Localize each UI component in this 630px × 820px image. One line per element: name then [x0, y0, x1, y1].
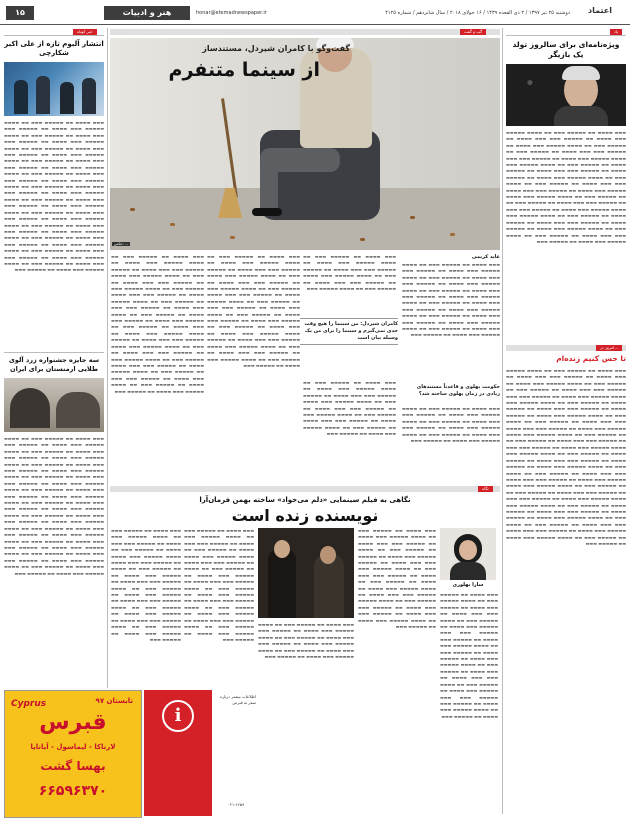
left-top-story-title: انتشار آلبوم تازه از علی اکبر شکارچی	[4, 40, 104, 57]
right-sub-title: تا حس کنیم زنده‌ام	[556, 354, 626, 363]
ad-phone: ۶۶۵۹۶۳۷۰	[38, 783, 108, 799]
dateline: دوشنبه ۲۵ تیر ۱۳۹۷ / ۲ ذی القعده ۱۴۳۹ / ۱۶ جولای ۲۰۱۸ / سال شانزدهم / شماره ۴۱۲۵	[385, 10, 570, 16]
pull-quote-2: حکومت پهلوی و قاعدتاً مستندهای زیادی در زمان پهلوی ساخته شد؟	[416, 384, 500, 397]
main-body-col-2-bottom: ▬▬▬ ▬▬▬▬ ▬▬ ▬▬▬▬▬ ▬▬▬ ▬▬ ▬▬▬▬ ▬▬▬▬▬ ▬▬▬ ▬▬▬▬ ▬▬ ▬▬▬▬▬ ▬▬▬ ▬▬▬ ▬▬▬▬ ▬▬ ▬▬▬▬▬ ▬▬▬ ▬▬ ▬▬▬▬ ▬▬▬▬▬ ▬▬▬ ▬▬▬▬ ▬▬ ▬▬▬▬▬ ▬▬▬ ▬▬▬ ▬▬▬▬ ▬▬ ▬▬▬▬▬ ▬▬▬ ▬▬ ▬▬▬▬ ▬▬▬▬▬ ▬▬▬ ▬▬▬▬ ▬▬ ▬▬▬▬▬ ▬▬▬ ▬▬▬ ▬▬▬▬ ▬▬ ▬▬▬▬▬ ▬▬▬ ▬▬ ▬▬▬▬ ▬▬▬▬▬ ▬▬▬ ▬▬▬▬ ▬▬ ▬▬▬▬▬ ▬▬▬	[303, 380, 396, 437]
cinema-body-col-2: ▬▬▬ ▬▬▬▬ ▬▬ ▬▬▬▬▬ ▬▬▬ ▬▬ ▬▬▬▬ ▬▬▬▬▬ ▬▬▬ ▬▬▬▬ ▬▬ ▬▬▬▬▬ ▬▬▬ ▬▬▬ ▬▬▬▬ ▬▬ ▬▬▬▬▬ ▬▬▬ ▬▬ ▬▬▬▬ ▬▬▬▬▬ ▬▬▬ ▬▬▬▬ ▬▬ ▬▬▬▬▬ ▬▬▬ ▬▬▬ ▬▬▬▬ ▬▬ ▬▬▬▬▬ ▬▬▬ ▬▬ ▬▬▬▬ ▬▬▬▬▬ ▬▬▬ ▬▬▬▬ ▬▬ ▬▬▬▬▬ ▬▬▬	[258, 622, 354, 660]
cinema-body-col-1: ▬▬▬ ▬▬▬▬ ▬▬ ▬▬▬▬▬ ▬▬▬ ▬▬ ▬▬▬▬ ▬▬▬▬▬ ▬▬▬ ▬▬▬▬ ▬▬ ▬▬▬▬▬ ▬▬▬ ▬▬▬ ▬▬▬▬ ▬▬ ▬▬▬▬▬ ▬▬▬ ▬▬ ▬▬▬▬ ▬▬▬▬▬ ▬▬▬ ▬▬▬▬ ▬▬ ▬▬▬▬▬ ▬▬▬ ▬▬▬ ▬▬▬▬ ▬▬ ▬▬▬▬▬ ▬▬▬ ▬▬ ▬▬▬▬ ▬▬▬▬▬ ▬▬▬ ▬▬▬▬ ▬▬ ▬▬▬▬▬ ▬▬▬ ▬▬▬ ▬▬▬▬ ▬▬ ▬▬▬▬▬ ▬▬▬ ▬▬ ▬▬▬▬ ▬▬▬▬▬ ▬▬▬ ▬▬▬▬ ▬▬ ▬▬▬▬▬ ▬▬▬ ▬▬▬ ▬▬▬▬ ▬▬ ▬▬▬▬▬ ▬▬▬ ▬▬ ▬▬▬▬ ▬▬▬▬▬ ▬▬▬ ▬▬▬▬ ▬▬ ▬▬▬▬▬ ▬▬▬ ▬▬▬ ▬▬▬▬ ▬▬ ▬▬▬▬▬ ▬▬▬ ▬▬ ▬▬▬▬ ▬▬▬▬▬ ▬▬▬ ▬▬▬▬ ▬▬ ▬▬▬▬▬ ▬▬▬	[358, 528, 436, 630]
ad-cities: لارناکا - لیماسول - آیانایا	[30, 743, 116, 751]
cinema-body-col-3: ▬▬▬ ▬▬▬▬ ▬▬ ▬▬▬▬▬ ▬▬▬ ▬▬ ▬▬▬▬ ▬▬▬▬▬ ▬▬▬ ▬▬▬▬ ▬▬ ▬▬▬▬▬ ▬▬▬ ▬▬▬ ▬▬▬▬ ▬▬ ▬▬▬▬▬ ▬▬▬ ▬▬ ▬▬▬▬ ▬▬▬▬▬ ▬▬▬ ▬▬▬▬ ▬▬ ▬▬▬▬▬ ▬▬▬ ▬▬▬ ▬▬▬▬ ▬▬ ▬▬▬▬▬ ▬▬▬ ▬▬ ▬▬▬▬ ▬▬▬▬▬ ▬▬▬ ▬▬▬▬ ▬▬ ▬▬▬▬▬ ▬▬▬ ▬▬▬ ▬▬▬▬ ▬▬ ▬▬▬▬▬ ▬▬▬ ▬▬ ▬▬▬▬ ▬▬▬▬▬ ▬▬▬ ▬▬▬▬ ▬▬ ▬▬▬▬▬ ▬▬▬ ▬▬▬ ▬▬▬▬ ▬▬ ▬▬▬▬▬ ▬▬▬ ▬▬ ▬▬▬▬ ▬▬▬▬▬ ▬▬▬ ▬▬▬▬ ▬▬ ▬▬▬▬▬ ▬▬▬ ▬▬▬ ▬▬▬▬ ▬▬ ▬▬▬▬▬ ▬▬▬ ▬▬ ▬▬▬▬ ▬▬▬▬▬ ▬▬▬ ▬▬▬▬ ▬▬ ▬▬▬▬▬ ▬▬▬	[184, 528, 254, 642]
cinema-kicker: نگاهی به فیلم سینمایی «دلم می‌خواد» ساخته بهمن فرمان‌آرا	[199, 496, 411, 504]
newspaper-logo: اعتماد	[588, 6, 612, 15]
right-sub-body: ▬▬▬ ▬▬▬▬ ▬▬ ▬▬▬▬▬ ▬▬▬ ▬▬ ▬▬▬▬ ▬▬▬▬▬ ▬▬▬ ▬▬▬▬ ▬▬ ▬▬▬▬▬ ▬▬▬ ▬▬▬ ▬▬▬▬ ▬▬ ▬▬▬▬▬ ▬▬▬ ▬▬ ▬▬▬▬ ▬▬▬▬▬ ▬▬▬ ▬▬▬▬ ▬▬ ▬▬▬▬▬ ▬▬▬ ▬▬▬ ▬▬▬▬ ▬▬ ▬▬▬▬▬ ▬▬▬ ▬▬ ▬▬▬▬ ▬▬▬▬▬ ▬▬▬ ▬▬▬▬ ▬▬ ▬▬▬▬▬ ▬▬▬ ▬▬▬ ▬▬▬▬ ▬▬ ▬▬▬▬▬ ▬▬▬ ▬▬ ▬▬▬▬ ▬▬▬▬▬ ▬▬▬ ▬▬▬▬ ▬▬ ▬▬▬▬▬ ▬▬▬ ▬▬▬ ▬▬▬▬ ▬▬ ▬▬▬▬▬ ▬▬▬ ▬▬ ▬▬▬▬ ▬▬▬▬▬ ▬▬▬ ▬▬▬▬ ▬▬ ▬▬▬▬▬ ▬▬▬ ▬▬▬ ▬▬▬▬ ▬▬ ▬▬▬▬▬ ▬▬▬ ▬▬ ▬▬▬▬ ▬▬▬▬▬ ▬▬▬ ▬▬▬▬ ▬▬ ▬▬▬▬▬ ▬▬▬ ▬▬▬ ▬▬▬▬ ▬▬ ▬▬▬▬▬ ▬▬▬ ▬▬ ▬▬▬▬ ▬▬▬▬▬ ▬▬▬ ▬▬▬▬ ▬▬ ▬▬▬▬▬ ▬▬▬ ▬▬▬ ▬▬▬▬ ▬▬ ▬▬▬▬▬ ▬▬▬ ▬▬ ▬▬▬▬ ▬▬▬▬▬ ▬▬▬ ▬▬▬▬ ▬▬ ▬▬▬▬▬ ▬▬▬ ▬▬▬ ▬▬▬▬ ▬▬ ▬▬▬▬▬ ▬▬▬ ▬▬ ▬▬▬▬ ▬▬▬▬▬ ▬▬▬ ▬▬▬▬ ▬▬ ▬▬▬▬▬ ▬▬▬ ▬▬▬ ▬▬▬▬ ▬▬ ▬▬▬▬▬ ▬▬▬ ▬▬ ▬▬▬▬ ▬▬▬▬▬ ▬▬▬ ▬▬▬▬ ▬▬ ▬▬▬▬▬ ▬▬▬ ▬▬▬ ▬▬▬▬ ▬▬ ▬▬▬▬▬ ▬▬▬ ▬▬ ▬▬▬▬ ▬▬▬▬▬ ▬▬▬ ▬▬▬▬ ▬▬ ▬▬▬▬▬ ▬▬▬ ▬▬▬ ▬▬▬▬ ▬▬ ▬▬▬▬▬ ▬▬▬ ▬▬ ▬▬▬▬ ▬▬▬▬▬ ▬▬▬ ▬▬▬▬ ▬▬ ▬▬▬▬▬ ▬▬▬ ▬▬▬ ▬▬▬▬ ▬▬ ▬▬▬▬▬ ▬▬▬ ▬▬ ▬▬▬▬ ▬▬▬▬▬ ▬▬▬ ▬▬▬▬ ▬▬ ▬▬▬▬▬ ▬▬▬ ▬▬▬ ▬▬▬▬ ▬▬ ▬▬▬▬▬ ▬▬▬ ▬▬ ▬▬▬▬ ▬▬▬▬▬ ▬▬▬ ▬▬▬▬ ▬▬ ▬▬▬▬▬ ▬▬▬ ▬▬▬ ▬▬▬▬ ▬▬ ▬▬▬▬▬ ▬▬▬ ▬▬ ▬▬▬▬ ▬▬▬▬▬ ▬▬▬ ▬▬▬▬ ▬▬ ▬▬▬▬▬ ▬▬▬ ▬▬▬ ▬▬▬▬ ▬▬ ▬▬▬▬▬ ▬▬▬ ▬▬ ▬▬▬▬ ▬▬▬▬▬ ▬▬▬ ▬▬▬▬ ▬▬ ▬▬▬▬▬ ▬▬▬ ▬▬▬ ▬▬▬▬ ▬▬ ▬▬▬▬▬ ▬▬▬ ▬▬ ▬▬▬▬ ▬▬▬▬▬ ▬▬▬ ▬▬▬▬ ▬▬ ▬▬▬▬▬ ▬▬▬	[506, 368, 626, 546]
cinema-still-photo	[258, 528, 354, 618]
main-feature-tab: گپ و گفت	[460, 29, 486, 35]
right-sub-tab: امروز در...	[596, 345, 622, 351]
left-top-story-body: ▬▬▬ ▬▬▬▬ ▬▬ ▬▬▬▬▬ ▬▬▬ ▬▬ ▬▬▬▬ ▬▬▬▬▬ ▬▬▬ ▬▬▬▬ ▬▬ ▬▬▬▬▬ ▬▬▬ ▬▬▬ ▬▬▬▬ ▬▬ ▬▬▬▬▬ ▬▬▬ ▬▬ ▬▬▬▬ ▬▬▬▬▬ ▬▬▬ ▬▬▬▬ ▬▬ ▬▬▬▬▬ ▬▬▬ ▬▬▬ ▬▬▬▬ ▬▬ ▬▬▬▬▬ ▬▬▬ ▬▬ ▬▬▬▬ ▬▬▬▬▬ ▬▬▬ ▬▬▬▬ ▬▬ ▬▬▬▬▬ ▬▬▬ ▬▬▬ ▬▬▬▬ ▬▬ ▬▬▬▬▬ ▬▬▬ ▬▬ ▬▬▬▬ ▬▬▬▬▬ ▬▬▬ ▬▬▬▬ ▬▬ ▬▬▬▬▬ ▬▬▬ ▬▬▬ ▬▬▬▬ ▬▬ ▬▬▬▬▬ ▬▬▬ ▬▬ ▬▬▬▬ ▬▬▬▬▬ ▬▬▬ ▬▬▬▬ ▬▬ ▬▬▬▬▬ ▬▬▬ ▬▬▬ ▬▬▬▬ ▬▬ ▬▬▬▬▬ ▬▬▬ ▬▬ ▬▬▬▬ ▬▬▬▬▬ ▬▬▬ ▬▬▬▬ ▬▬ ▬▬▬▬▬ ▬▬▬ ▬▬▬ ▬▬▬▬ ▬▬ ▬▬▬▬▬ ▬▬▬ ▬▬ ▬▬▬▬ ▬▬▬▬▬ ▬▬▬ ▬▬▬▬ ▬▬ ▬▬▬▬▬ ▬▬▬ ▬▬▬ ▬▬▬▬ ▬▬ ▬▬▬▬▬ ▬▬▬ ▬▬ ▬▬▬▬ ▬▬▬▬▬ ▬▬▬ ▬▬▬▬ ▬▬ ▬▬▬▬▬ ▬▬▬ ▬▬▬ ▬▬▬▬ ▬▬ ▬▬▬▬▬ ▬▬▬ ▬▬ ▬▬▬▬ ▬▬▬▬▬ ▬▬▬ ▬▬▬▬ ▬▬ ▬▬▬▬▬ ▬▬▬ ▬▬▬ ▬▬▬▬ ▬▬ ▬▬▬▬▬ ▬▬▬ ▬▬ ▬▬▬▬ ▬▬▬▬▬ ▬▬▬ ▬▬▬▬ ▬▬ ▬▬▬▬▬ ▬▬▬ ▬▬▬ ▬▬▬▬ ▬▬ ▬▬▬▬▬ ▬▬▬ ▬▬ ▬▬▬▬ ▬▬▬▬▬ ▬▬▬ ▬▬▬▬ ▬▬ ▬▬▬▬▬ ▬▬▬ ▬▬▬ ▬▬▬▬ ▬▬ ▬▬▬▬▬ ▬▬▬ ▬▬ ▬▬▬▬ ▬▬▬▬▬ ▬▬▬ ▬▬▬▬ ▬▬ ▬▬▬▬▬ ▬▬▬	[4, 120, 104, 273]
pull-quote-1: کامران شیردل: من سینما را هیچ وقت جدی نمی‌گیرم و سینما را برای من یک وسیله بیان است	[300, 318, 398, 345]
cyprus-ad[interactable]	[4, 690, 142, 818]
cinema-body-col-4: ▬▬▬ ▬▬▬▬ ▬▬ ▬▬▬▬▬ ▬▬▬ ▬▬ ▬▬▬▬ ▬▬▬▬▬ ▬▬▬ ▬▬▬▬ ▬▬ ▬▬▬▬▬ ▬▬▬ ▬▬▬ ▬▬▬▬ ▬▬ ▬▬▬▬▬ ▬▬▬ ▬▬ ▬▬▬▬ ▬▬▬▬▬ ▬▬▬ ▬▬▬▬ ▬▬ ▬▬▬▬▬ ▬▬▬ ▬▬▬ ▬▬▬▬ ▬▬ ▬▬▬▬▬ ▬▬▬ ▬▬ ▬▬▬▬ ▬▬▬▬▬ ▬▬▬ ▬▬▬▬ ▬▬ ▬▬▬▬▬ ▬▬▬ ▬▬▬ ▬▬▬▬ ▬▬ ▬▬▬▬▬ ▬▬▬ ▬▬ ▬▬▬▬ ▬▬▬▬▬ ▬▬▬ ▬▬▬▬ ▬▬ ▬▬▬▬▬ ▬▬▬ ▬▬▬ ▬▬▬▬ ▬▬ ▬▬▬▬▬ ▬▬▬ ▬▬ ▬▬▬▬ ▬▬▬▬▬ ▬▬▬ ▬▬▬▬ ▬▬ ▬▬▬▬▬ ▬▬▬ ▬▬▬ ▬▬▬▬ ▬▬ ▬▬▬▬▬ ▬▬▬ ▬▬ ▬▬▬▬ ▬▬▬▬▬ ▬▬▬ ▬▬▬▬ ▬▬ ▬▬▬▬▬ ▬▬▬	[111, 528, 181, 642]
photo-credit: عکس: ...	[114, 242, 129, 246]
cinema-author: سارا بهلوری	[452, 582, 484, 588]
main-kicker: گفت‌وگو با کامران شیردل، مستند‌ساز	[202, 44, 350, 53]
main-body-col-1-bottom: ▬▬▬ ▬▬▬▬ ▬▬ ▬▬▬▬▬ ▬▬▬ ▬▬ ▬▬▬▬ ▬▬▬▬▬ ▬▬▬ ▬▬▬▬ ▬▬ ▬▬▬▬▬ ▬▬▬ ▬▬▬ ▬▬▬▬ ▬▬ ▬▬▬▬▬ ▬▬▬ ▬▬ ▬▬▬▬ ▬▬▬▬▬ ▬▬▬ ▬▬▬▬ ▬▬ ▬▬▬▬▬ ▬▬▬ ▬▬▬ ▬▬▬▬ ▬▬ ▬▬▬▬▬ ▬▬▬ ▬▬ ▬▬▬▬ ▬▬▬▬▬ ▬▬▬ ▬▬▬▬ ▬▬ ▬▬▬▬▬ ▬▬▬	[402, 406, 500, 444]
cinema-body-col-0: ▬▬▬ ▬▬▬▬ ▬▬ ▬▬▬▬▬ ▬▬▬ ▬▬ ▬▬▬▬ ▬▬▬▬▬ ▬▬▬ ▬▬▬▬ ▬▬ ▬▬▬▬▬ ▬▬▬ ▬▬▬ ▬▬▬▬ ▬▬ ▬▬▬▬▬ ▬▬▬ ▬▬ ▬▬▬▬ ▬▬▬▬▬ ▬▬▬ ▬▬▬▬ ▬▬ ▬▬▬▬▬ ▬▬▬ ▬▬▬ ▬▬▬▬ ▬▬ ▬▬▬▬▬ ▬▬▬ ▬▬ ▬▬▬▬ ▬▬▬▬▬ ▬▬▬ ▬▬▬▬ ▬▬ ▬▬▬▬▬ ▬▬▬ ▬▬▬ ▬▬▬▬ ▬▬ ▬▬▬▬▬ ▬▬▬ ▬▬ ▬▬▬▬ ▬▬▬▬▬ ▬▬▬ ▬▬▬▬ ▬▬ ▬▬▬▬▬ ▬▬▬ ▬▬▬ ▬▬▬▬ ▬▬ ▬▬▬▬▬ ▬▬▬ ▬▬ ▬▬▬▬ ▬▬▬▬▬ ▬▬▬ ▬▬▬▬ ▬▬ ▬▬▬▬▬ ▬▬▬ ▬▬▬ ▬▬▬▬ ▬▬ ▬▬▬▬▬ ▬▬▬ ▬▬ ▬▬▬▬ ▬▬▬▬▬ ▬▬▬ ▬▬▬▬ ▬▬ ▬▬▬▬▬ ▬▬▬	[440, 592, 498, 719]
info-phone: ۰۲۱-۶۶۵۹	[227, 802, 245, 807]
info-text: اطلاعات بیشتر درباره سفر به قبرس	[220, 694, 256, 705]
section-title: هنر و ادبیات	[104, 6, 190, 20]
main-headline: از سینما متنفرم	[168, 59, 320, 81]
cinema-tab: نگاه	[478, 486, 493, 492]
musicians-photo	[4, 62, 104, 116]
ad-destination: قبرس	[39, 710, 107, 735]
page-header	[0, 0, 630, 25]
obit-body: ▬▬▬ ▬▬▬▬ ▬▬ ▬▬▬▬▬ ▬▬▬ ▬▬ ▬▬▬▬ ▬▬▬▬▬ ▬▬▬ ▬▬▬▬ ▬▬ ▬▬▬▬▬ ▬▬▬ ▬▬▬ ▬▬▬▬ ▬▬ ▬▬▬▬▬ ▬▬▬ ▬▬ ▬▬▬▬ ▬▬▬▬▬ ▬▬▬ ▬▬▬▬ ▬▬ ▬▬▬▬▬ ▬▬▬ ▬▬▬ ▬▬▬▬ ▬▬ ▬▬▬▬▬ ▬▬▬ ▬▬ ▬▬▬▬ ▬▬▬▬▬ ▬▬▬ ▬▬▬▬ ▬▬ ▬▬▬▬▬ ▬▬▬ ▬▬▬ ▬▬▬▬ ▬▬ ▬▬▬▬▬ ▬▬▬ ▬▬ ▬▬▬▬ ▬▬▬▬▬ ▬▬▬ ▬▬▬▬ ▬▬ ▬▬▬▬▬ ▬▬▬ ▬▬▬ ▬▬▬▬ ▬▬ ▬▬▬▬▬ ▬▬▬ ▬▬ ▬▬▬▬ ▬▬▬▬▬ ▬▬▬ ▬▬▬▬ ▬▬ ▬▬▬▬▬ ▬▬▬ ▬▬▬ ▬▬▬▬ ▬▬ ▬▬▬▬▬ ▬▬▬ ▬▬ ▬▬▬▬ ▬▬▬▬▬ ▬▬▬ ▬▬▬▬ ▬▬ ▬▬▬▬▬ ▬▬▬ ▬▬▬ ▬▬▬▬ ▬▬ ▬▬▬▬▬ ▬▬▬ ▬▬ ▬▬▬▬ ▬▬▬▬▬ ▬▬▬ ▬▬▬▬ ▬▬ ▬▬▬▬▬ ▬▬▬ ▬▬▬ ▬▬▬▬ ▬▬ ▬▬▬▬▬ ▬▬▬ ▬▬ ▬▬▬▬ ▬▬▬▬▬ ▬▬▬ ▬▬▬▬ ▬▬ ▬▬▬▬▬ ▬▬▬ ▬▬▬ ▬▬▬▬ ▬▬ ▬▬▬▬▬ ▬▬▬ ▬▬ ▬▬▬▬ ▬▬▬▬▬ ▬▬▬ ▬▬▬▬ ▬▬ ▬▬▬▬▬ ▬▬▬ ▬▬▬ ▬▬▬▬ ▬▬ ▬▬▬▬▬ ▬▬▬ ▬▬ ▬▬▬▬ ▬▬▬▬▬ ▬▬▬ ▬▬▬▬ ▬▬ ▬▬▬▬▬ ▬▬▬ ▬▬▬ ▬▬▬▬ ▬▬ ▬▬▬▬▬ ▬▬▬ ▬▬ ▬▬▬▬ ▬▬▬▬▬ ▬▬▬ ▬▬▬▬ ▬▬ ▬▬▬▬▬ ▬▬▬	[506, 130, 626, 244]
left-bottom-story-body: ▬▬▬ ▬▬▬▬ ▬▬ ▬▬▬▬▬ ▬▬▬ ▬▬ ▬▬▬▬ ▬▬▬▬▬ ▬▬▬ ▬▬▬▬ ▬▬ ▬▬▬▬▬ ▬▬▬ ▬▬▬ ▬▬▬▬ ▬▬ ▬▬▬▬▬ ▬▬▬ ▬▬ ▬▬▬▬ ▬▬▬▬▬ ▬▬▬ ▬▬▬▬ ▬▬ ▬▬▬▬▬ ▬▬▬ ▬▬▬ ▬▬▬▬ ▬▬ ▬▬▬▬▬ ▬▬▬ ▬▬ ▬▬▬▬ ▬▬▬▬▬ ▬▬▬ ▬▬▬▬ ▬▬ ▬▬▬▬▬ ▬▬▬ ▬▬▬ ▬▬▬▬ ▬▬ ▬▬▬▬▬ ▬▬▬ ▬▬ ▬▬▬▬ ▬▬▬▬▬ ▬▬▬ ▬▬▬▬ ▬▬ ▬▬▬▬▬ ▬▬▬ ▬▬▬ ▬▬▬▬ ▬▬ ▬▬▬▬▬ ▬▬▬ ▬▬ ▬▬▬▬ ▬▬▬▬▬ ▬▬▬ ▬▬▬▬ ▬▬ ▬▬▬▬▬ ▬▬▬ ▬▬▬ ▬▬▬▬ ▬▬ ▬▬▬▬▬ ▬▬▬ ▬▬ ▬▬▬▬ ▬▬▬▬▬ ▬▬▬ ▬▬▬▬ ▬▬ ▬▬▬▬▬ ▬▬▬ ▬▬▬ ▬▬▬▬ ▬▬ ▬▬▬▬▬ ▬▬▬ ▬▬ ▬▬▬▬ ▬▬▬▬▬ ▬▬▬ ▬▬▬▬ ▬▬ ▬▬▬▬▬ ▬▬▬ ▬▬▬ ▬▬▬▬ ▬▬ ▬▬▬▬▬ ▬▬▬ ▬▬ ▬▬▬▬ ▬▬▬▬▬ ▬▬▬ ▬▬▬▬ ▬▬ ▬▬▬▬▬ ▬▬▬ ▬▬▬ ▬▬▬▬ ▬▬ ▬▬▬▬▬ ▬▬▬ ▬▬ ▬▬▬▬ ▬▬▬▬▬ ▬▬▬ ▬▬▬▬ ▬▬ ▬▬▬▬▬ ▬▬▬ ▬▬▬ ▬▬▬▬ ▬▬ ▬▬▬▬▬ ▬▬▬ ▬▬ ▬▬▬▬ ▬▬▬▬▬ ▬▬▬ ▬▬▬▬ ▬▬ ▬▬▬▬▬ ▬▬▬ ▬▬▬ ▬▬▬▬ ▬▬ ▬▬▬▬▬ ▬▬▬ ▬▬ ▬▬▬▬ ▬▬▬▬▬ ▬▬▬ ▬▬▬▬ ▬▬ ▬▬▬▬▬ ▬▬▬	[4, 436, 104, 576]
festival-photo	[4, 378, 104, 432]
left-column-tab: خبر کوتاه	[73, 29, 97, 35]
author-portrait	[440, 528, 496, 580]
email: honar@etemadnewspaper.ir	[196, 10, 267, 16]
info-icon: i	[162, 700, 194, 732]
page-number: ۱۵	[6, 6, 34, 20]
info-ad[interactable]	[144, 690, 212, 816]
main-author: عاید کریمی	[471, 254, 500, 260]
main-body-col-2-top: ▬▬▬ ▬▬▬▬ ▬▬ ▬▬▬▬▬ ▬▬▬ ▬▬ ▬▬▬▬ ▬▬▬▬▬ ▬▬▬ ▬▬▬▬ ▬▬ ▬▬▬▬▬ ▬▬▬ ▬▬▬ ▬▬▬▬ ▬▬ ▬▬▬▬▬ ▬▬▬ ▬▬ ▬▬▬▬ ▬▬▬▬▬ ▬▬▬ ▬▬▬▬ ▬▬ ▬▬▬▬▬ ▬▬▬ ▬▬▬ ▬▬▬▬ ▬▬ ▬▬▬▬▬ ▬▬▬ ▬▬ ▬▬▬▬ ▬▬▬▬▬ ▬▬▬	[303, 254, 396, 292]
right-column-tab: یاد	[610, 29, 622, 35]
ad-brand: Cyprus	[11, 699, 47, 709]
left-bottom-story-title: سه جایزه جشنواره زرد آلوی طلایی ارمنستان برای ایران	[8, 356, 100, 373]
main-body-col-3: ▬▬▬ ▬▬▬▬ ▬▬ ▬▬▬▬▬ ▬▬▬ ▬▬ ▬▬▬▬ ▬▬▬▬▬ ▬▬▬ ▬▬▬▬ ▬▬ ▬▬▬▬▬ ▬▬▬ ▬▬▬ ▬▬▬▬ ▬▬ ▬▬▬▬▬ ▬▬▬ ▬▬ ▬▬▬▬ ▬▬▬▬▬ ▬▬▬ ▬▬▬▬ ▬▬ ▬▬▬▬▬ ▬▬▬ ▬▬▬ ▬▬▬▬ ▬▬ ▬▬▬▬▬ ▬▬▬ ▬▬ ▬▬▬▬ ▬▬▬▬▬ ▬▬▬ ▬▬▬▬ ▬▬ ▬▬▬▬▬ ▬▬▬ ▬▬▬ ▬▬▬▬ ▬▬ ▬▬▬▬▬ ▬▬▬ ▬▬ ▬▬▬▬ ▬▬▬▬▬ ▬▬▬ ▬▬▬▬ ▬▬ ▬▬▬▬▬ ▬▬▬ ▬▬▬ ▬▬▬▬ ▬▬ ▬▬▬▬▬ ▬▬▬ ▬▬ ▬▬▬▬ ▬▬▬▬▬ ▬▬▬ ▬▬▬▬ ▬▬ ▬▬▬▬▬ ▬▬▬ ▬▬▬ ▬▬▬▬ ▬▬ ▬▬▬▬▬ ▬▬▬ ▬▬ ▬▬▬▬ ▬▬▬▬▬ ▬▬▬ ▬▬▬▬ ▬▬ ▬▬▬▬▬ ▬▬▬ ▬▬▬ ▬▬▬▬ ▬▬ ▬▬▬▬▬ ▬▬▬ ▬▬ ▬▬▬▬ ▬▬▬▬▬ ▬▬▬ ▬▬▬▬ ▬▬ ▬▬▬▬▬ ▬▬▬ ▬▬▬ ▬▬▬▬ ▬▬ ▬▬▬▬▬ ▬▬▬ ▬▬ ▬▬▬▬ ▬▬▬▬▬ ▬▬▬ ▬▬▬▬ ▬▬ ▬▬▬▬▬ ▬▬▬	[207, 254, 300, 368]
cinema-headline: نویسنده زنده است	[231, 506, 379, 525]
actor-portrait	[506, 64, 626, 126]
main-body-col-1-top: ▬▬▬ ▬▬▬▬ ▬▬ ▬▬▬▬▬ ▬▬▬ ▬▬ ▬▬▬▬ ▬▬▬▬▬ ▬▬▬ ▬▬▬▬ ▬▬ ▬▬▬▬▬ ▬▬▬ ▬▬▬ ▬▬▬▬ ▬▬ ▬▬▬▬▬ ▬▬▬ ▬▬ ▬▬▬▬ ▬▬▬▬▬ ▬▬▬ ▬▬▬▬ ▬▬ ▬▬▬▬▬ ▬▬▬ ▬▬▬ ▬▬▬▬ ▬▬ ▬▬▬▬▬ ▬▬▬ ▬▬ ▬▬▬▬ ▬▬▬▬▬ ▬▬▬ ▬▬▬▬ ▬▬ ▬▬▬▬▬ ▬▬▬ ▬▬▬ ▬▬▬▬ ▬▬ ▬▬▬▬▬ ▬▬▬ ▬▬ ▬▬▬▬ ▬▬▬▬▬ ▬▬▬ ▬▬▬▬ ▬▬ ▬▬▬▬▬ ▬▬▬ ▬▬▬ ▬▬▬▬ ▬▬ ▬▬▬▬▬ ▬▬▬ ▬▬ ▬▬▬▬ ▬▬▬▬▬ ▬▬▬ ▬▬▬▬ ▬▬ ▬▬▬▬▬ ▬▬▬ ▬▬▬ ▬▬▬▬ ▬▬ ▬▬▬▬▬ ▬▬▬ ▬▬ ▬▬▬▬ ▬▬▬▬▬ ▬▬▬ ▬▬▬▬ ▬▬ ▬▬▬▬▬ ▬▬▬	[402, 262, 500, 338]
main-body-col-4: ▬▬▬ ▬▬▬▬ ▬▬ ▬▬▬▬▬ ▬▬▬ ▬▬ ▬▬▬▬ ▬▬▬▬▬ ▬▬▬ ▬▬▬▬ ▬▬ ▬▬▬▬▬ ▬▬▬ ▬▬▬ ▬▬▬▬ ▬▬ ▬▬▬▬▬ ▬▬▬ ▬▬ ▬▬▬▬ ▬▬▬▬▬ ▬▬▬ ▬▬▬▬ ▬▬ ▬▬▬▬▬ ▬▬▬ ▬▬▬ ▬▬▬▬ ▬▬ ▬▬▬▬▬ ▬▬▬ ▬▬ ▬▬▬▬ ▬▬▬▬▬ ▬▬▬ ▬▬▬▬ ▬▬ ▬▬▬▬▬ ▬▬▬ ▬▬▬ ▬▬▬▬ ▬▬ ▬▬▬▬▬ ▬▬▬ ▬▬ ▬▬▬▬ ▬▬▬▬▬ ▬▬▬ ▬▬▬▬ ▬▬ ▬▬▬▬▬ ▬▬▬ ▬▬▬ ▬▬▬▬ ▬▬ ▬▬▬▬▬ ▬▬▬ ▬▬ ▬▬▬▬ ▬▬▬▬▬ ▬▬▬ ▬▬▬▬ ▬▬ ▬▬▬▬▬ ▬▬▬ ▬▬▬ ▬▬▬▬ ▬▬ ▬▬▬▬▬ ▬▬▬ ▬▬ ▬▬▬▬ ▬▬▬▬▬ ▬▬▬ ▬▬▬▬ ▬▬ ▬▬▬▬▬ ▬▬▬ ▬▬▬ ▬▬▬▬ ▬▬ ▬▬▬▬▬ ▬▬▬ ▬▬ ▬▬▬▬ ▬▬▬▬▬ ▬▬▬ ▬▬▬▬ ▬▬ ▬▬▬▬▬ ▬▬▬ ▬▬▬ ▬▬▬▬ ▬▬ ▬▬▬▬▬ ▬▬▬ ▬▬ ▬▬▬▬ ▬▬▬▬▬ ▬▬▬ ▬▬▬▬ ▬▬ ▬▬▬▬▬ ▬▬▬ ▬▬▬ ▬▬▬▬ ▬▬ ▬▬▬▬▬ ▬▬▬ ▬▬ ▬▬▬▬ ▬▬▬▬▬ ▬▬▬ ▬▬▬▬ ▬▬ ▬▬▬▬▬ ▬▬▬ ▬▬▬ ▬▬▬▬ ▬▬ ▬▬▬▬▬ ▬▬▬ ▬▬ ▬▬▬▬ ▬▬▬▬▬ ▬▬▬ ▬▬▬▬ ▬▬ ▬▬▬▬▬ ▬▬▬	[111, 254, 204, 394]
ad-season: تابستان ۹۷	[95, 697, 133, 705]
ad-tagline: بهسا گشت	[40, 759, 106, 773]
obit-title: ویژه‌نامه‌ای برای سالروز تولد یک بازیگر	[512, 40, 620, 59]
